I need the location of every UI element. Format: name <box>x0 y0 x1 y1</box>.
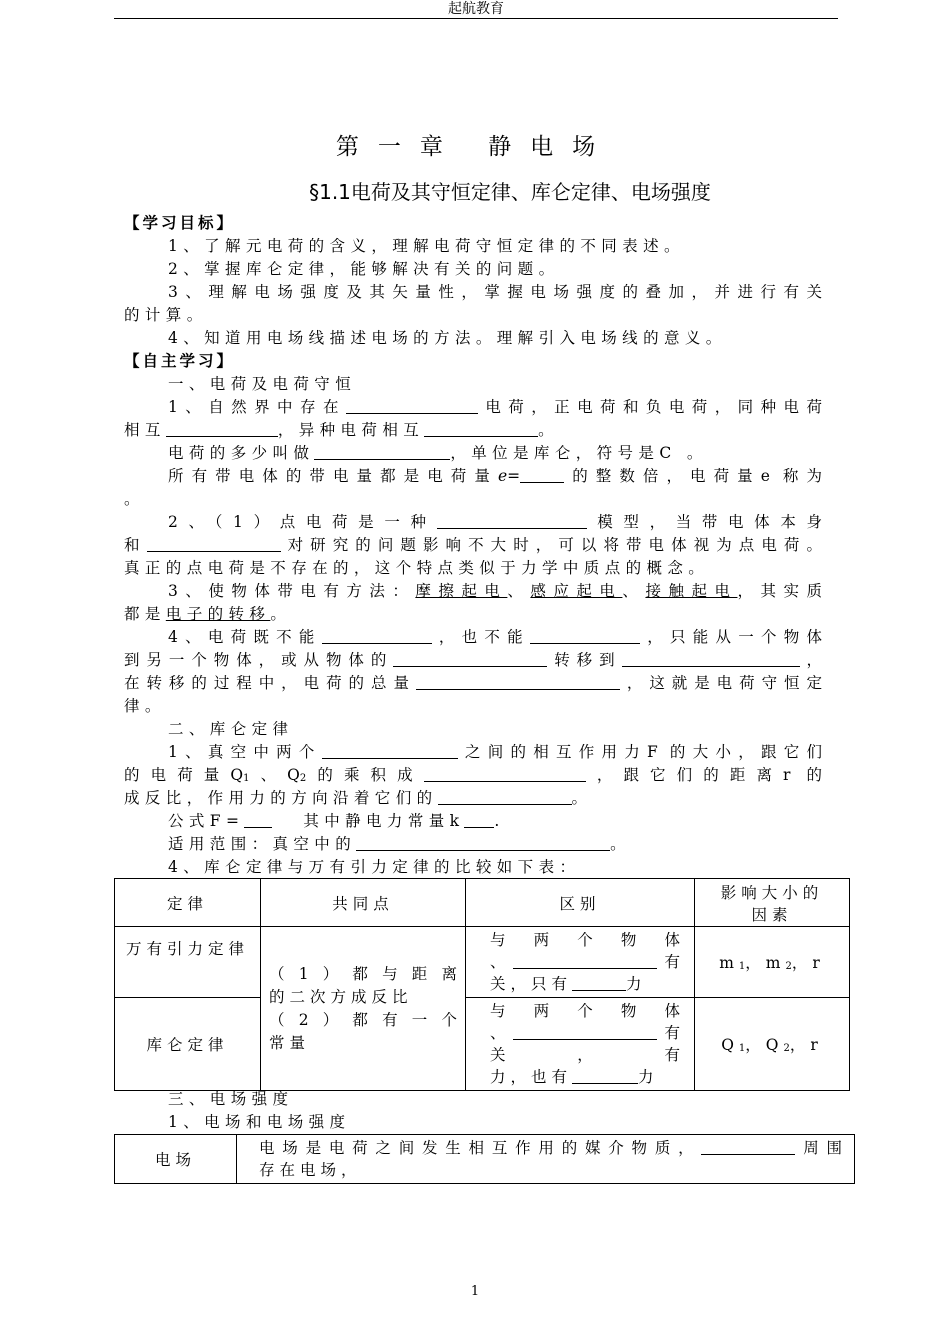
blank-field <box>520 465 564 483</box>
table-factors-cell: $m_1$，$m_2$，r <box>695 927 850 998</box>
table-diff-cell: 与两个物体 、 有 关，只有 力 <box>466 927 695 998</box>
table-header-law: 定律 <box>115 879 261 927</box>
blank-field <box>314 442 450 460</box>
part1-title: 一、电荷及电荷守恒 <box>168 375 357 393</box>
blank-field <box>322 741 458 759</box>
part1-q1-line1: 1、自然界中存在 电荷，正电荷和负电荷，同种电荷 <box>168 398 822 416</box>
blank-field <box>513 951 657 969</box>
blank-field <box>393 649 547 667</box>
part1-q2-line3: 真正的点电荷是不存在的，这个特点类似于力学中质点的概念。 <box>124 559 710 577</box>
field-description: 电场是电荷之间发生相互作用的媒介物质， 周围 存在电场， <box>237 1135 855 1184</box>
blank-field <box>438 787 572 805</box>
objective-item: 4、知道用电场线描述电场的方法。理解引入电场线的意义。 <box>168 329 727 347</box>
part2-q1-line3: 成反比，作用力的方向沿着它们的 。 <box>124 789 593 807</box>
field-label: 电场 <box>115 1135 237 1184</box>
part1-q4-line4: 律。 <box>124 697 166 715</box>
part1-q1-line2: 相互 ，异种电荷相互 。 <box>124 421 560 439</box>
objective-item: 1、了解元电荷的含义，理解电荷守恒定律的不同表述。 <box>168 237 685 255</box>
part2-q4: 4、库仑定律与万有引力定律的比较如下表： <box>168 858 581 876</box>
chapter-title: 第一章 静电场 <box>335 134 615 160</box>
blank-field <box>572 1066 638 1084</box>
table-header-difference: 区别 <box>466 879 695 927</box>
blank-field <box>416 672 620 690</box>
section-title: §1.1电荷及其守恒定律、库仑定律、电场强度 <box>309 180 711 204</box>
objective-item: 2、掌握库仑定律，能够解决有关的问题。 <box>168 260 560 278</box>
part2-scope: 适用范围：真空中的 。 <box>168 835 632 853</box>
part2-formula: 公式F= 其中静电力常量k . <box>168 812 505 830</box>
page-header <box>114 0 838 19</box>
objective-item: 3、理解电场强度及其矢量性，掌握电场强度的叠加，并进行有关 <box>168 283 822 301</box>
objective-item: 的计算。 <box>124 306 208 324</box>
self-study-heading: 【自主学习】 <box>124 352 236 370</box>
blank-field <box>424 764 586 782</box>
table-factors-cell: $Q_1$，$Q_2$，r <box>695 998 850 1091</box>
part1-q1-line5: 。 <box>124 490 145 508</box>
part1-q4-line3: 在转移的过程中，电荷的总量 ，这就是电荷守恒定 <box>124 674 822 692</box>
blank-field <box>424 419 538 437</box>
blank-field <box>244 810 272 828</box>
part2-title: 二、库仑定律 <box>168 720 294 738</box>
part1-q4-line2: 到另一个物体，或从物体的 转移到 ， <box>124 651 822 669</box>
part2-q1-line2: 的电荷量$Q_1$、$Q_2$的乘积成 ，跟它们的距离r 的 <box>124 766 822 784</box>
objectives-heading: 【学习目标】 <box>124 214 236 232</box>
blank-field <box>166 419 278 437</box>
blank-field <box>701 1137 795 1155</box>
table-row-law: 万有引力定律 <box>115 927 261 998</box>
blank-field <box>513 1022 657 1040</box>
blank-field <box>464 810 494 828</box>
blank-field <box>147 534 281 552</box>
part1-q2-line2: 和 对研究的问题影响不大时，可以将带电体视为点电荷。 <box>124 536 822 554</box>
part1-q2-line1: 2、（1）点电荷是一种 模型，当带电体本身 <box>168 513 822 531</box>
comparison-table <box>114 878 850 1091</box>
part3-title: 三、电场强度 <box>168 1090 294 1108</box>
part1-q4-line1: 4、电荷既不能 ，也不能 ，只能从一个物体 <box>168 628 822 646</box>
table-row-law: 库仑定律 <box>115 998 261 1091</box>
blank-field <box>356 833 610 851</box>
part1-q1-line3: 电荷的多少叫做 ，单位是库仑，符号是C 。 <box>168 444 708 462</box>
part1-q3-line2: 都是电子的转移。 <box>124 605 292 623</box>
field-table <box>114 1134 855 1184</box>
page-number: 1 <box>470 1284 480 1299</box>
blank-field <box>437 511 587 529</box>
header-title: 起航教育 <box>448 1 504 17</box>
part2-q1-line1: 1、真空中两个 之间的相互作用力F 的大小，跟它们 <box>168 743 822 761</box>
blank-field <box>572 973 626 991</box>
table-common-cell: （1）都与距离 的二次方成反比 （2）都有一个 常量 <box>261 927 466 1091</box>
part1-q3-line1: 3、使物体带电有方法：摩擦起电、感应起电、接触起电，其实质 <box>168 582 822 600</box>
table-diff-cell: 与两个物体 、 有 关，有 力，也有 力 <box>466 998 695 1091</box>
blank-field <box>622 649 800 667</box>
table-header-common: 共同点 <box>261 879 466 927</box>
part1-q1-line4: 所有带电体的带电量都是电荷量e= 的整数倍，电荷量e 称为 <box>168 467 822 485</box>
blank-field <box>530 626 640 644</box>
table-header-factors: 影响大小的因素 <box>695 879 850 927</box>
blank-field <box>322 626 432 644</box>
blank-field <box>346 396 478 414</box>
part3-sub1: 1、电场和电场强度 <box>168 1113 351 1131</box>
